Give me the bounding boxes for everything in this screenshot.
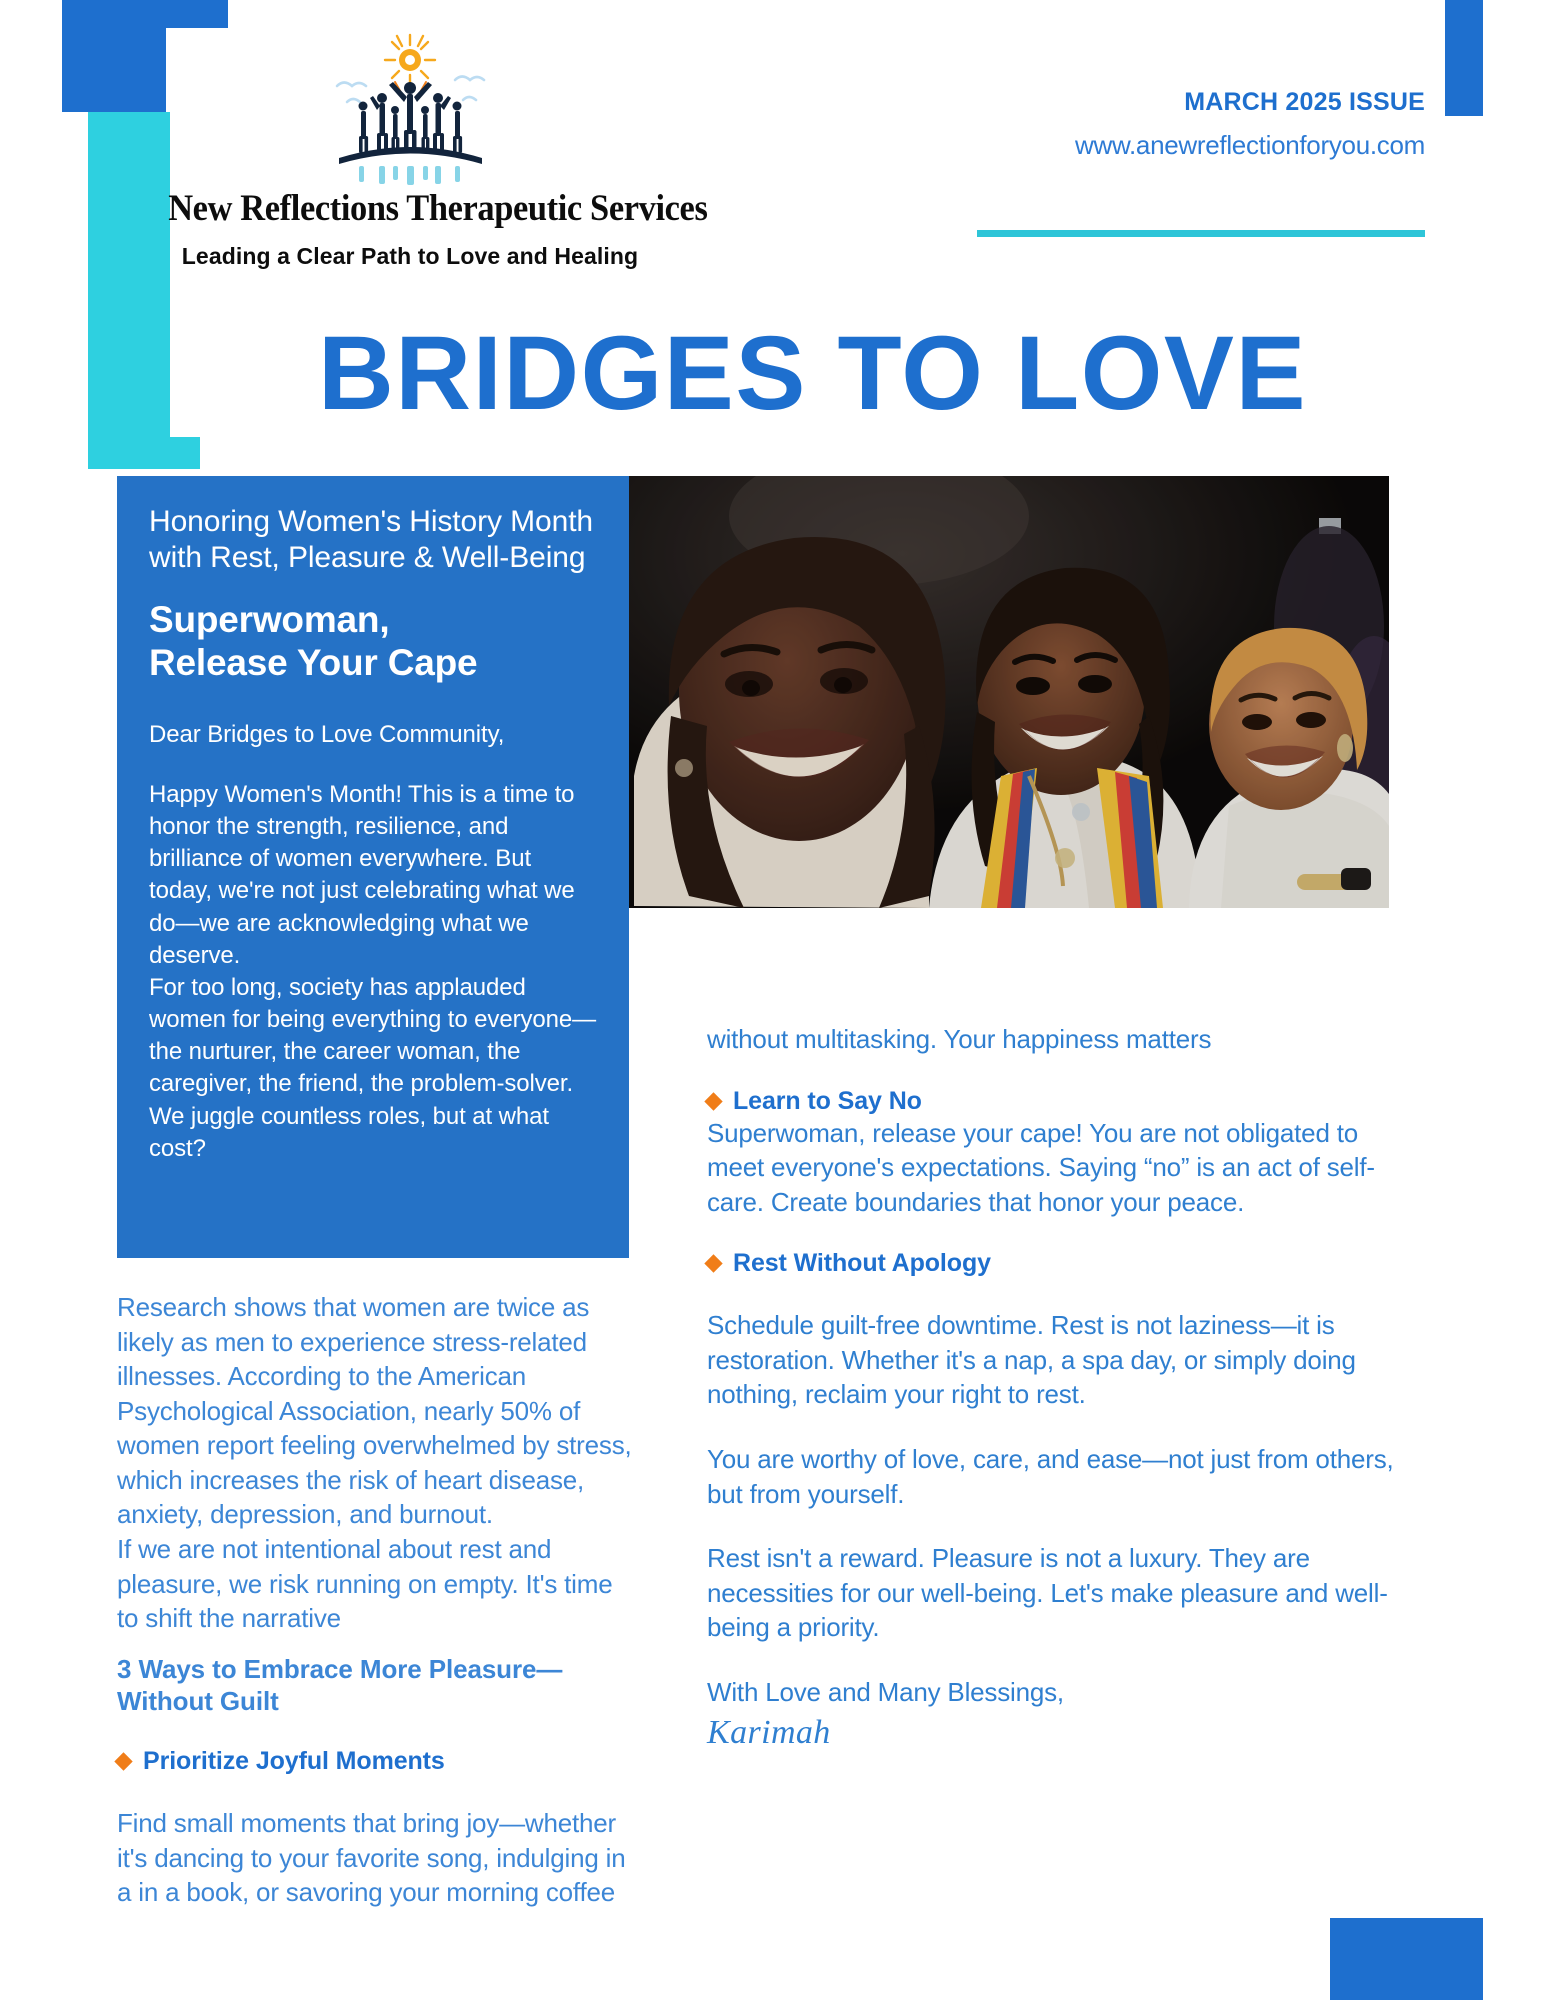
- masthead-title: BRIDGES TO LOVE: [317, 315, 1308, 432]
- tip-3-heading: [707, 1249, 1397, 1278]
- tip-1-body: Find small moments that bring joy—whether it's dancing to your favorite song, indulging in a in a book, or savoring your morning coffee: [117, 1808, 626, 1908]
- left-body-column: [117, 1290, 637, 1910]
- tip-2-heading-label: Learn to Say No: [733, 1086, 922, 1115]
- left-paragraph-2: If we are not intentional about rest and pleasure, we risk running on empty. It's time to shift the narrative: [117, 1534, 613, 1634]
- diamond-bullet-icon: [704, 1092, 722, 1110]
- feature-title: [149, 599, 597, 685]
- feature-title-line-2: Release Your Cape: [149, 641, 478, 683]
- diamond-bullet-icon: [114, 1753, 132, 1771]
- tip-1-heading-label: Prioritize Joyful Moments: [143, 1747, 445, 1776]
- closing-paragraph-1: You are worthy of love, care, and ease—not just from others, but from yourself.: [707, 1444, 1394, 1509]
- newsletter-header: [0, 0, 1545, 455]
- left-section-heading: 3 Ways to Embrace More Pleasure—Without Guilt: [117, 1653, 563, 1716]
- feature-paragraph-1: Happy Women's Month! This is a time to honor the strength, resilience, and brilliance of women everywhere. But today, we're not just celebrating what we do—we are acknowledging what we deserve.: [149, 780, 575, 969]
- tip-1-heading: [117, 1747, 637, 1776]
- feature-photo: [629, 476, 1389, 908]
- feature-title-line-1: Superwoman,: [149, 599, 390, 640]
- diamond-bullet-icon: [704, 1255, 722, 1273]
- feature-paragraph-2: For too long, society has applauded women for being everything to everyone—the nurturer, the career woman, the caregiver, the friend, the problem-solver. We juggle countless roles, but at what cost?: [149, 973, 597, 1162]
- right-continued-text: without multitasking. Your happiness matters: [707, 1024, 1212, 1054]
- tip-3-body: Schedule guilt-free downtime. Rest is not laziness—it is restoration. Whether it's a nap, a spa day, or simply doing nothing, reclaim your right to rest.: [707, 1310, 1356, 1410]
- right-body-column: [707, 1022, 1397, 1752]
- header-divider-rule: [977, 230, 1425, 237]
- feature-blue-panel: [117, 476, 629, 1258]
- tip-3-heading-label: Rest Without Apology: [733, 1249, 991, 1278]
- website-url[interactable]: www.anewreflectionforyou.com: [1075, 130, 1425, 160]
- issue-label: MARCH 2025 ISSUE: [1184, 88, 1425, 116]
- feature-salutation: Dear Bridges to Love Community,: [149, 720, 505, 748]
- decor-bottom-right-blue-block: [1330, 1918, 1483, 2000]
- three-smiling-women-photo-icon: [629, 476, 1389, 908]
- people-on-bridge-sunrise-logo-icon: [303, 30, 518, 185]
- closing-paragraph-2: Rest isn't a reward. Pleasure is not a luxury. They are necessities for our well-being. Let's make pleasure and well-being a priority.: [707, 1543, 1388, 1643]
- left-paragraph-1: Research shows that women are twice as likely as men to experience stress-related illnesses. According to the American Psychological Association, nearly 50% of women report feeling overwhelmed by stress, which increases the risk of heart disease, anxiety, depression, and burnout.: [117, 1292, 632, 1530]
- issue-info-block: [1075, 88, 1425, 161]
- tip-2-heading: [707, 1087, 1397, 1116]
- feature-kicker: Honoring Women's History Month with Rest, Pleasure & Well-Being: [149, 505, 594, 574]
- tip-2-body: Superwoman, release your cape! You are not obligated to meet everyone's expectations. Saying “no” is an act of self-care. Create boundaries that honor your peace.: [707, 1117, 1375, 1217]
- organization-tagline: Leading a Clear Path to Love and Healing: [181, 243, 639, 269]
- valediction: With Love and Many Blessings,: [707, 1676, 1064, 1707]
- brand-logo-block: [150, 30, 708, 270]
- feature-body: [149, 719, 597, 1165]
- signature: Karimah: [707, 1713, 831, 1751]
- organization-name: New Reflections Therapeutic Services: [168, 188, 708, 229]
